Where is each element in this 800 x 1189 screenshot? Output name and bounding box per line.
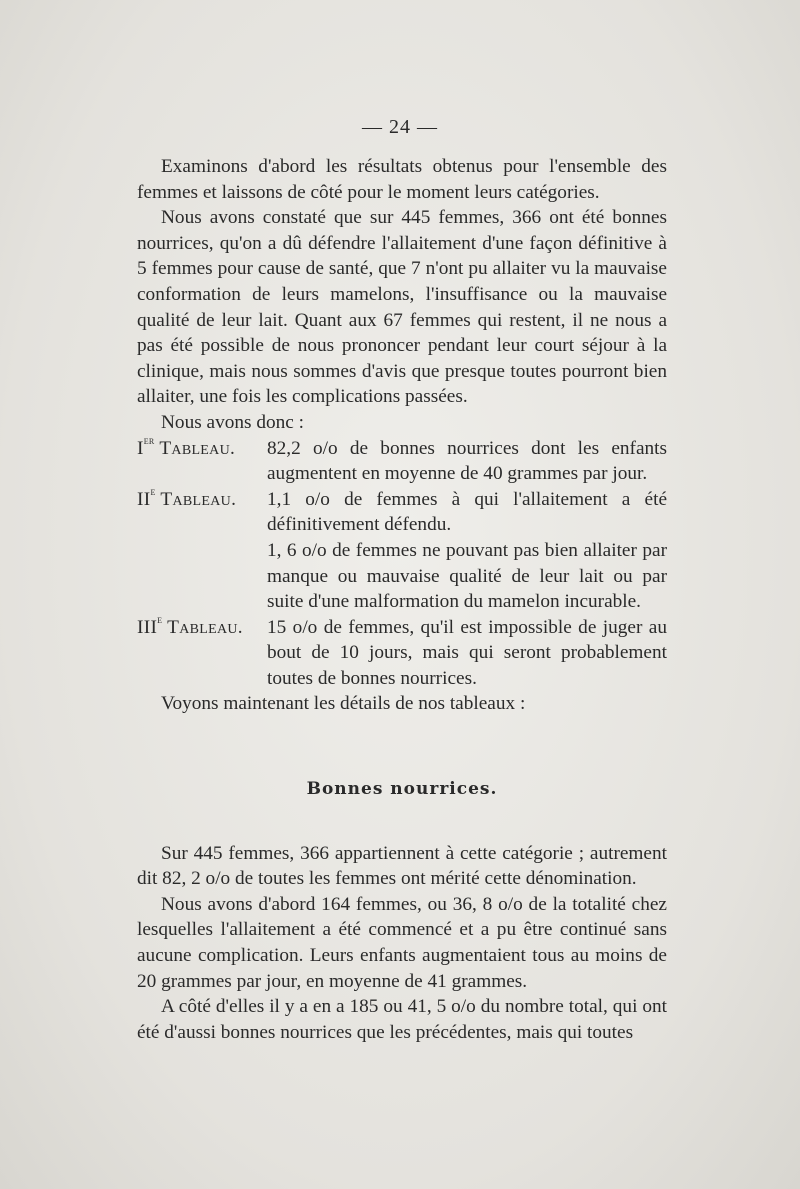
paragraph-intro: Examinons d'abord les résultats obtenus pour l'ensemble des femmes et laissons de côté pour le moment leurs catégories. xyxy=(137,156,667,203)
tableau-text: 1,1 o/o de femmes à qui l'allaitement a été définitivement défendu. xyxy=(267,488,667,536)
paragraph-details-lead: Voyons maintenant les détails de nos tableaux : xyxy=(161,693,526,715)
paragraph-category: Sur 445 femmes, 366 appartiennent à cette catégorie ; autrement dit 82, 2 o/o de toutes les femmes ont mérité cette dénomination. xyxy=(137,842,667,890)
tableau-label: IIe Tableau. xyxy=(137,485,237,510)
tableau-text: 15 o/o de femmes, qu'il est impossible de juger au bout de 10 jours, mais qui seront probablement toutes de bonnes nourrices. xyxy=(267,616,667,689)
tableau-text-continued: 1, 6 o/o de femmes ne pouvant pas bien allaiter par manque ou mauvaise qualité de leur lait ou par suite d'une malformation du mamelon incurable. xyxy=(267,539,667,613)
tableau-row xyxy=(137,615,667,692)
tableau-row xyxy=(137,487,667,538)
tableau-label: IIIe Tableau. xyxy=(137,613,243,638)
tableau-text: 82,2 o/o de bonnes nourrices dont les enfants augmentent en moyenne de 40 grammes par jour. xyxy=(267,437,667,485)
page-body xyxy=(137,154,667,1045)
tableau-label: Ier Tableau. xyxy=(137,434,236,459)
paragraph-findings: Nous avons constaté que sur 445 femmes, 366 ont été bonnes nourrices, qu'on a dû défendre l'allaitement d'une façon définitive à 5 femmes pour cause de santé, que 7 n'ont pu allaiter vu la mauvaise conformation de leurs mamelons, l'insuffisance ou la mauvaise qualité de leur lait. Quant aux 67 femmes qui restent, il ne nous a pas été possible de nous prononcer pendant leur court séjour à la clinique, mais nous sommes d'avis que presque toutes pourront bien allaiter, une fois les complications passées. xyxy=(137,207,667,408)
paragraph-second-group: A côté d'elles il y a en a 185 ou 41, 5 o/o du nombre total, qui ont été d'aussi bonnes nourrices que les précédentes, mais qui toutes xyxy=(137,996,667,1043)
section-title: Bonnes nourrices. xyxy=(306,779,498,800)
page-number: — 24 — xyxy=(362,116,438,138)
paragraph-summary-lead: Nous avons donc : xyxy=(161,411,304,433)
paragraph-first-group: Nous avons d'abord 164 femmes, ou 36, 8 o/o de la totalité chez lesquelles l'allaitement a été commencé et a pu être continué sans aucune complication. Leurs enfants augmentaient tous au moins de 20 grammes par jour, en moyenne de 41 grammes. xyxy=(137,893,667,992)
tableau-row xyxy=(137,436,667,487)
